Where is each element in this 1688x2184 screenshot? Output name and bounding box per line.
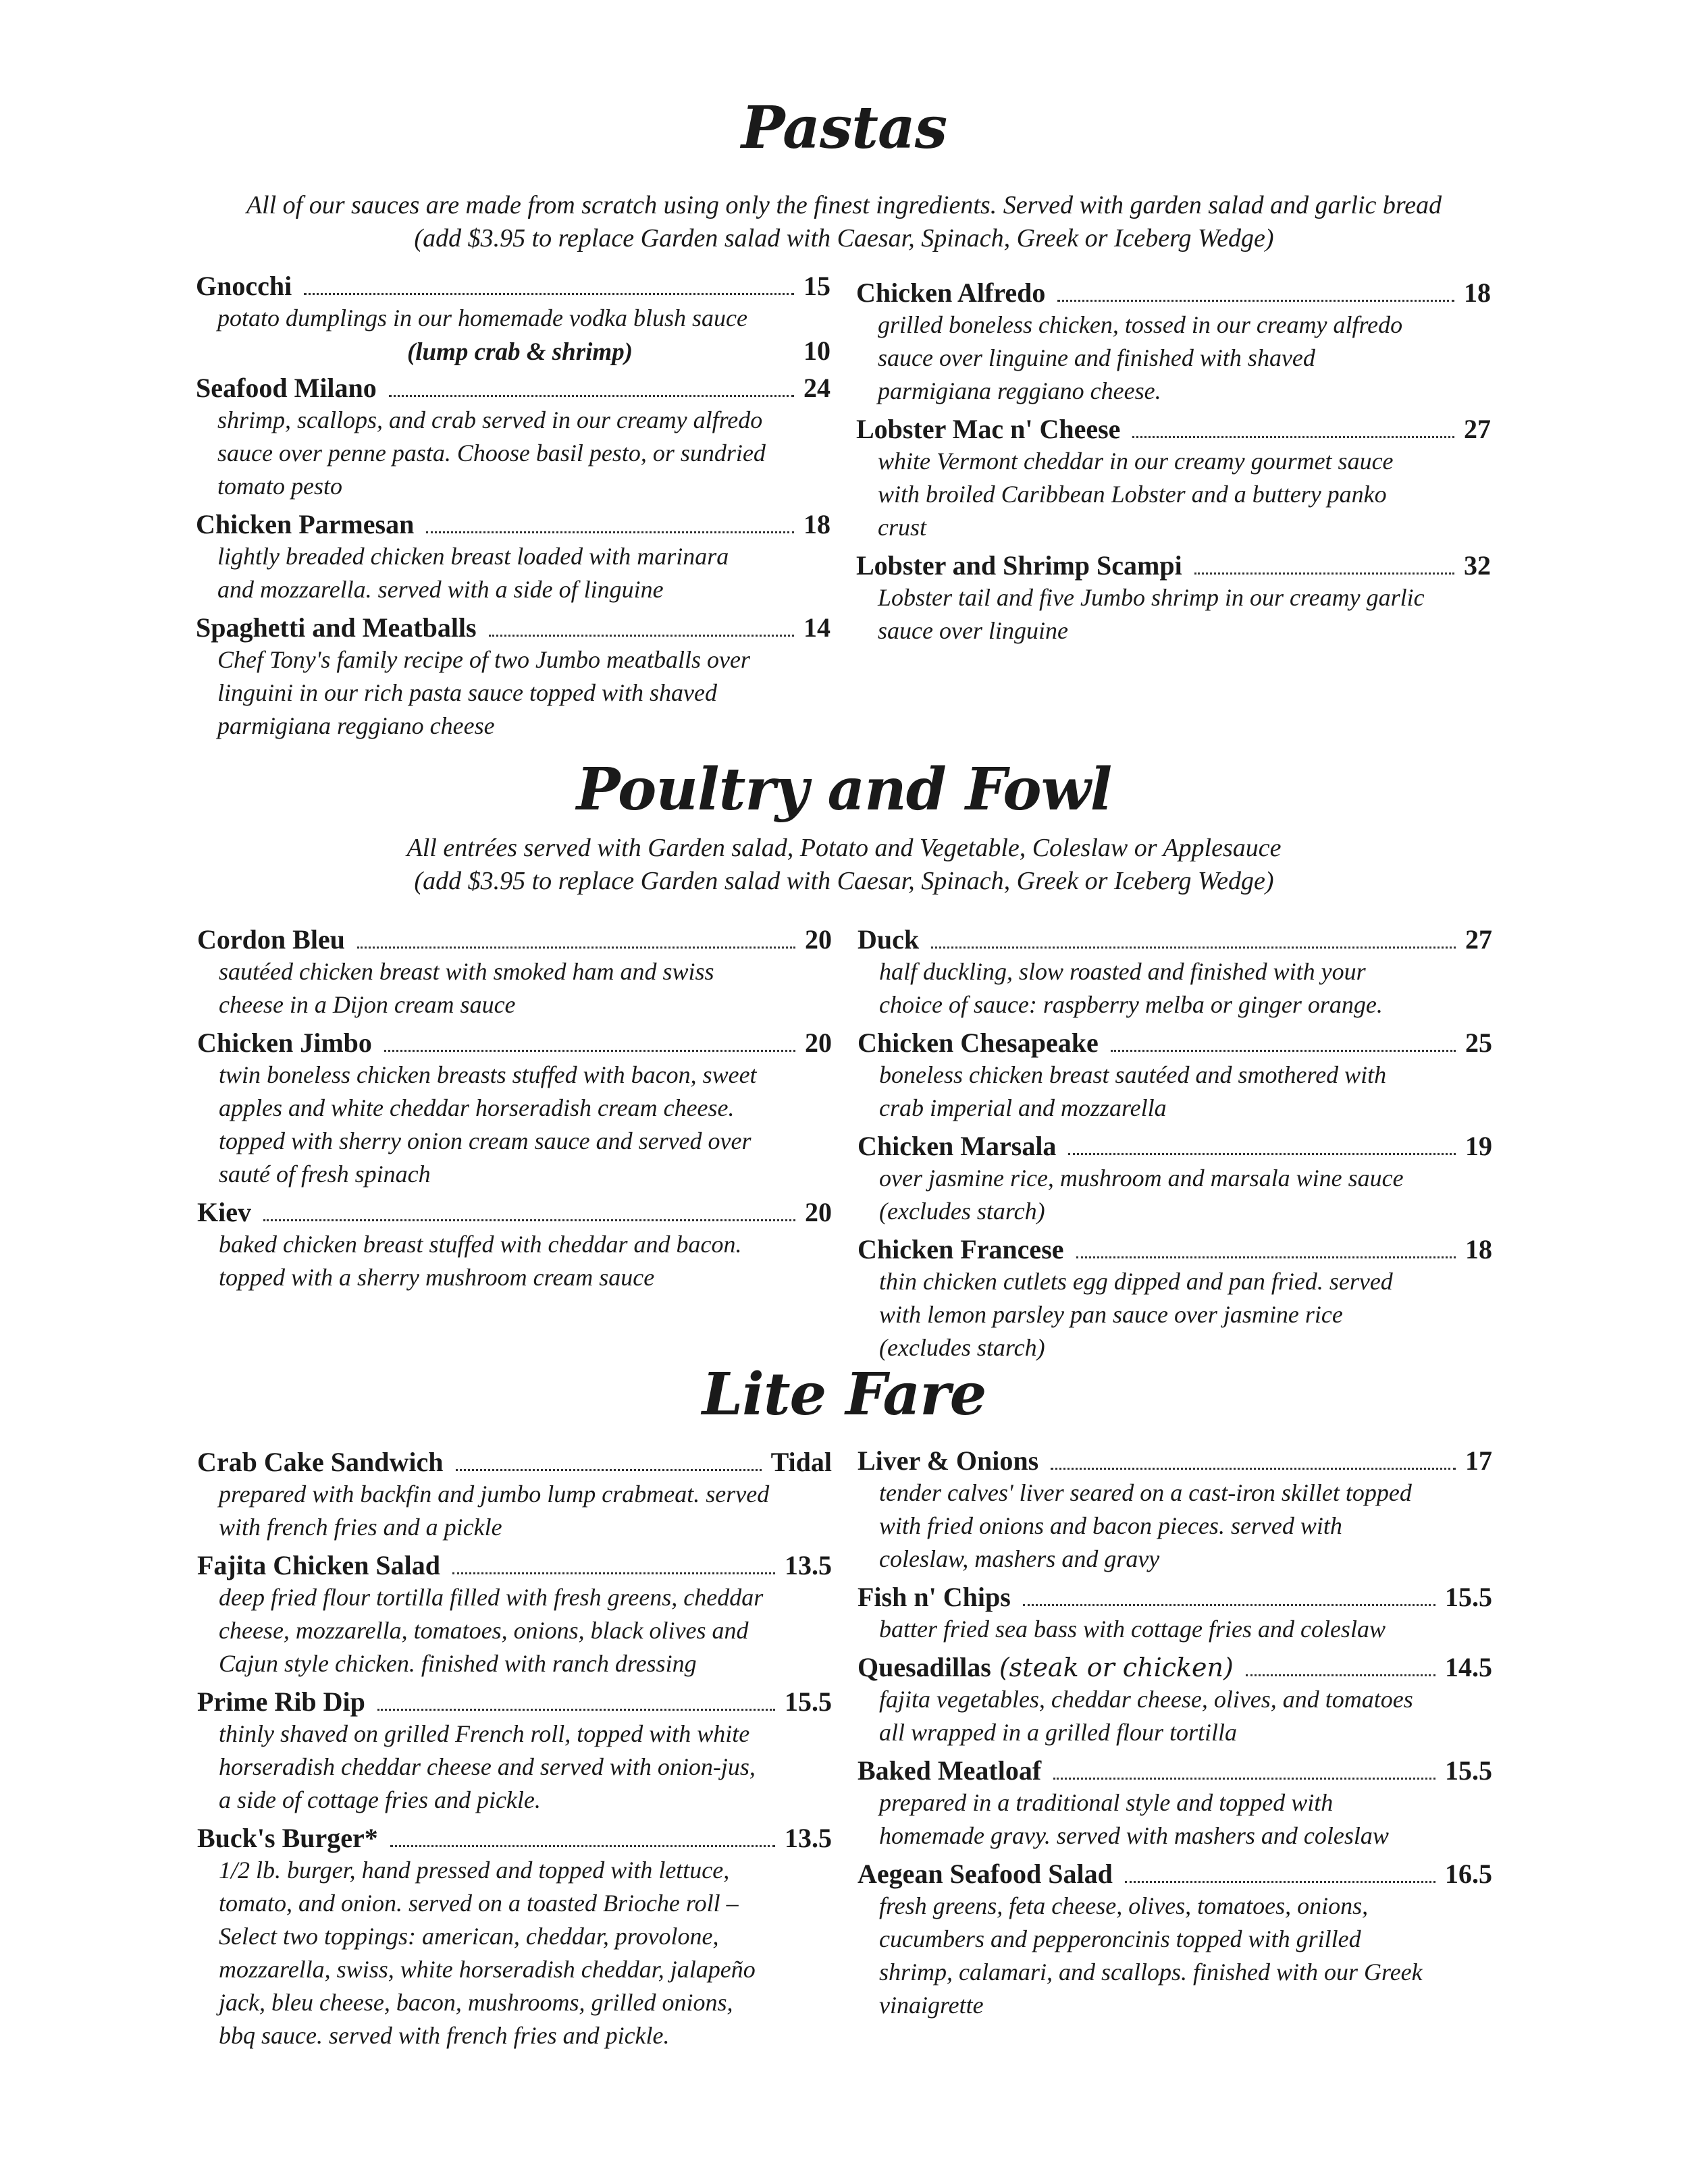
menu-item [197, 1686, 832, 1817]
menu-item-price: 27 [1465, 924, 1492, 955]
menu-item-name: Lobster and Shrimp Scampi [856, 550, 1182, 581]
pastas-subtitle: All of our sauces are made from scratch using only the finest ingredients. Served with garden salad and garlic bread [246, 191, 1442, 219]
menu-item-name: Chicken Jimbo [197, 1028, 372, 1058]
menu-item-header [196, 612, 830, 643]
item-spacer [856, 544, 1491, 550]
pastas-right-column [856, 277, 1491, 653]
menu-item-name: Chicken Chesapeake [858, 1028, 1099, 1058]
menu-item-price: 20 [805, 924, 832, 955]
menu-item-name: Lobster Mac n' Cheese [856, 414, 1121, 444]
menu-item-description: boneless chicken breast sautéed and smothered with crab imperial and mozzarella [879, 1061, 1387, 1121]
menu-item-header [858, 1651, 1492, 1683]
menu-item [197, 1549, 832, 1680]
menu-item-header [197, 1446, 832, 1478]
menu-item [196, 270, 830, 367]
menu-item-price: 15.5 [1445, 1755, 1492, 1786]
item-spacer [197, 1680, 832, 1686]
menu-item-description: thin chicken cutlets egg dipped and pan fried. served with lemon parsley pan sauce over jasmine rice (excludes starch) [879, 1268, 1393, 1361]
menu-item [856, 277, 1491, 408]
dot-leader [452, 1572, 775, 1574]
menu-item-description: potato dumplings in our homemade vodka blush sauce [217, 304, 747, 331]
dot-leader [426, 531, 794, 533]
item-spacer [858, 1853, 1492, 1858]
menu-item-description: Lobster tail and five Jumbo shrimp in our creamy garlic sauce over linguine [878, 584, 1425, 644]
menu-item [858, 924, 1492, 1021]
item-spacer [858, 1576, 1492, 1581]
menu-item-description: shrimp, scallops, and crab served in our creamy alfredo sauce over penne pasta. Choose basil pesto, or sundried tomato pesto [217, 406, 766, 500]
menu-item-header [858, 1233, 1492, 1265]
menu-item-price: 25 [1465, 1028, 1492, 1058]
dot-leader [377, 1709, 775, 1711]
menu-item-price: 15.5 [1445, 1582, 1492, 1612]
menu-item-description: sautéed chicken breast with smoked ham and swiss cheese in a Dijon cream sauce [219, 958, 714, 1018]
menu-item-addon [196, 335, 830, 367]
menu-item-description: prepared in a traditional style and topped with homemade gravy. served with mashers and coleslaw [879, 1789, 1389, 1849]
item-spacer [856, 408, 1491, 413]
menu-item-name: Prime Rib Dip [197, 1686, 365, 1717]
menu-item-name: Crab Cake Sandwich [197, 1447, 444, 1477]
poultry-left-column [197, 924, 832, 1300]
menu-item-name: Kiev [197, 1197, 251, 1227]
menu-item-description: lightly breaded chicken breast loaded with marinara and mozzarella. served with a side of linguine [217, 543, 729, 603]
dot-leader [1111, 1050, 1456, 1052]
item-spacer [856, 647, 1491, 653]
menu-item-description: grilled boneless chicken, tossed in our creamy alfredo sauce over linguine and finished with shaved parmigiana reggiano cheese. [878, 311, 1403, 404]
dot-leader [384, 1050, 795, 1052]
menu-item-description: half duckling, slow roasted and finished with your choice of sauce: raspberry melba or ginger orange. [879, 958, 1383, 1018]
menu-item-name: Chicken Parmesan [196, 509, 415, 539]
dot-leader [1057, 300, 1454, 302]
menu-item-description: tender calves' liver seared on a cast-iron skillet topped with fried onions and bacon pieces. served with coleslaw, mashers and gravy [879, 1479, 1412, 1572]
menu-item-name: Duck [858, 924, 920, 955]
item-spacer [196, 367, 830, 372]
menu-item-note: (steak or chicken) [999, 1653, 1234, 1682]
menu-item [196, 372, 830, 503]
item-spacer [197, 1191, 832, 1196]
item-spacer [197, 2052, 832, 2058]
menu-item-header [197, 1027, 832, 1059]
menu-item-description: batter fried sea bass with cottage fries and coleslaw [879, 1616, 1386, 1643]
lite-fare-right-column [858, 1445, 1492, 2027]
menu-item-description: baked chicken breast stuffed with cheddar and bacon. topped with a sherry mushroom cream sauce [219, 1231, 742, 1291]
menu-item-header [197, 1686, 832, 1717]
menu-item [858, 1755, 1492, 1853]
menu-item-header [856, 413, 1491, 445]
menu-item [858, 1130, 1492, 1228]
poultry-subtitle: All entrées served with Garden salad, Potato and Vegetable, Coleslaw or Applesauce [406, 834, 1282, 862]
menu-item-name: Quesadillas [858, 1652, 991, 1682]
addon-price: 10 [803, 336, 830, 366]
menu-item-price: 18 [803, 509, 830, 539]
item-spacer [858, 1646, 1492, 1651]
menu-item-description: fresh greens, feta cheese, olives, tomatoes, onions, cucumbers and pepperoncinis topped with grilled shrimp, calamari, and scallops. finished with our Greek vinaigrette [879, 1892, 1423, 2019]
menu-item [856, 550, 1491, 647]
menu-item [196, 508, 830, 606]
menu-item-header [858, 1858, 1492, 1890]
menu-item-price: 18 [1464, 277, 1491, 308]
menu-item-name: Fajita Chicken Salad [197, 1550, 441, 1580]
dot-leader [1051, 1468, 1456, 1470]
menu-item-name: Seafood Milano [196, 373, 377, 403]
dot-leader [1076, 1256, 1456, 1258]
menu-item [196, 612, 830, 743]
menu-item-price: 32 [1464, 550, 1491, 581]
lite-fare-left-column [197, 1446, 832, 2058]
menu-item [858, 1581, 1492, 1646]
pastas-left-column [196, 270, 830, 748]
menu-item [197, 1446, 832, 1544]
menu-item-description: white Vermont cheddar in our creamy gourmet sauce with broiled Caribbean Lobster and a buttery panko crust [878, 448, 1394, 541]
menu-item-price: 20 [805, 1028, 832, 1058]
menu-item-description: prepared with backfin and jumbo lump crabmeat. served with french fries and a pickle [219, 1481, 770, 1541]
menu-item [197, 1196, 832, 1294]
item-spacer [858, 1125, 1492, 1130]
menu-item-header [197, 1196, 832, 1228]
menu-item-header [858, 1445, 1492, 1476]
menu-item-price: 15.5 [785, 1686, 832, 1717]
menu-item-price: 19 [1465, 1131, 1492, 1161]
item-spacer [197, 1021, 832, 1027]
dot-leader [357, 947, 795, 949]
menu-item-price: 13.5 [785, 1550, 832, 1580]
menu-item-description: twin boneless chicken breasts stuffed with bacon, sweet apples and white cheddar horseradish cream cheese. topped with sherry onion cream sauce and served over sauté of fresh spinach [219, 1061, 757, 1188]
menu-item-header [197, 1822, 832, 1854]
menu-item-price: Tidal [770, 1447, 832, 1477]
menu-item-description: over jasmine rice, mushroom and marsala wine sauce (excludes starch) [879, 1165, 1404, 1225]
menu-item-price: 18 [1465, 1234, 1492, 1264]
menu-item-description: thinly shaved on grilled French roll, topped with white horseradish cheddar cheese and served with onion-jus, a side of cottage fries and pickle. [219, 1720, 756, 1813]
poultry-title: Poultry and Fowl [576, 755, 1112, 824]
addon-label: (lump crab & shrimp) [406, 338, 633, 366]
menu-item-name: Fish n' Chips [858, 1582, 1011, 1612]
item-spacer [858, 1749, 1492, 1755]
menu-item [858, 1858, 1492, 2022]
menu-item-header [858, 1755, 1492, 1786]
item-spacer [197, 1294, 832, 1300]
menu-item-header [197, 1549, 832, 1581]
menu-item-price: 24 [803, 373, 830, 403]
menu-item-description: 1/2 lb. burger, hand pressed and topped with lettuce, tomato, and onion. served on a toasted Brioche roll – Select two toppings: american, cheddar, provolone, mozzarella, swiss, white horseradish cheddar, jalapeño jack, bleu cheese, bacon, mushrooms, grilled onions, bbq sauce. served with french fries and pickle. [219, 1857, 756, 2049]
menu-item-name: Buck's Burger* [197, 1823, 378, 1853]
item-spacer [197, 1544, 832, 1549]
menu-item [858, 1027, 1492, 1125]
menu-item [858, 1445, 1492, 1576]
dot-leader [1023, 1604, 1435, 1606]
item-spacer [858, 2022, 1492, 2027]
dot-leader [390, 1845, 775, 1847]
menu-item-description: deep fried flour tortilla filled with fresh greens, cheddar cheese, mozzarella, tomatoes, onions, black olives and Cajun style chicken. finished with ranch dressing [219, 1584, 764, 1677]
pastas-subtitle-note: (add $3.95 to replace Garden salad with Caesar, Spinach, Greek or Iceberg Wedge) [414, 224, 1274, 252]
dot-leader [1246, 1674, 1435, 1676]
menu-item-price: 14 [803, 612, 830, 643]
menu-item-price: 13.5 [785, 1823, 832, 1853]
menu-item-header [196, 508, 830, 540]
dot-leader [1053, 1778, 1435, 1780]
dot-leader [1125, 1881, 1435, 1883]
menu-item-price: 15 [803, 271, 830, 301]
dot-leader [1194, 572, 1454, 575]
menu-item-header [196, 270, 830, 302]
dot-leader [389, 395, 794, 397]
menu-item [197, 1027, 832, 1191]
poultry-right-column [858, 924, 1492, 1370]
poultry-subtitle-note: (add $3.95 to replace Garden salad with Caesar, Spinach, Greek or Iceberg Wedge) [414, 867, 1274, 895]
menu-item-header [856, 550, 1491, 581]
item-spacer [197, 1817, 832, 1822]
menu-item-description: Chef Tony's family recipe of two Jumbo meatballs over linguini in our rich pasta sauce topped with shaved parmigiana reggiano cheese [217, 646, 750, 739]
item-spacer [196, 503, 830, 508]
menu-item-price: 16.5 [1445, 1859, 1492, 1889]
menu-item [197, 924, 832, 1021]
menu-item [858, 1651, 1492, 1749]
dot-leader [456, 1469, 762, 1471]
menu-item-name: Spaghetti and Meatballs [196, 612, 477, 643]
menu-item-header [858, 1581, 1492, 1613]
menu-item-header [196, 372, 830, 404]
menu-item-description: fajita vegetables, cheddar cheese, olives, and tomatoes all wrapped in a grilled flour tortilla [879, 1686, 1413, 1746]
dot-leader [263, 1219, 795, 1221]
menu-item [197, 1822, 832, 2052]
menu-item-name: Aegean Seafood Salad [858, 1859, 1113, 1889]
dot-leader [489, 635, 794, 637]
menu-item-name: Chicken Francese [858, 1234, 1064, 1264]
menu-item-name: Chicken Alfredo [856, 277, 1046, 308]
dot-leader [304, 293, 794, 295]
menu-item-name: Cordon Bleu [197, 924, 345, 955]
item-spacer [858, 1021, 1492, 1027]
menu-item-header [858, 1130, 1492, 1162]
menu-item-name: Chicken Marsala [858, 1131, 1057, 1161]
pastas-title: Pastas [741, 94, 947, 162]
menu-item [858, 1233, 1492, 1364]
menu-item-header [197, 924, 832, 955]
item-spacer [858, 1228, 1492, 1233]
item-spacer [196, 743, 830, 748]
dot-leader [1068, 1153, 1456, 1155]
menu-item-header [858, 924, 1492, 955]
dot-leader [1132, 436, 1454, 438]
menu-item-name: Liver & Onions [858, 1445, 1039, 1476]
menu-item [856, 413, 1491, 544]
menu-item-price: 17 [1465, 1445, 1492, 1476]
dot-leader [931, 947, 1456, 949]
menu-item-price: 14.5 [1445, 1652, 1492, 1682]
menu-item-name: Baked Meatloaf [858, 1755, 1042, 1786]
menu-item-header [856, 277, 1491, 309]
menu-item-price: 27 [1464, 414, 1491, 444]
menu-item-name: Gnocchi [196, 271, 292, 301]
item-spacer [196, 606, 830, 612]
lite-fare-title: Lite Fare [702, 1360, 986, 1429]
menu-item-header [858, 1027, 1492, 1059]
menu-item-price: 20 [805, 1197, 832, 1227]
